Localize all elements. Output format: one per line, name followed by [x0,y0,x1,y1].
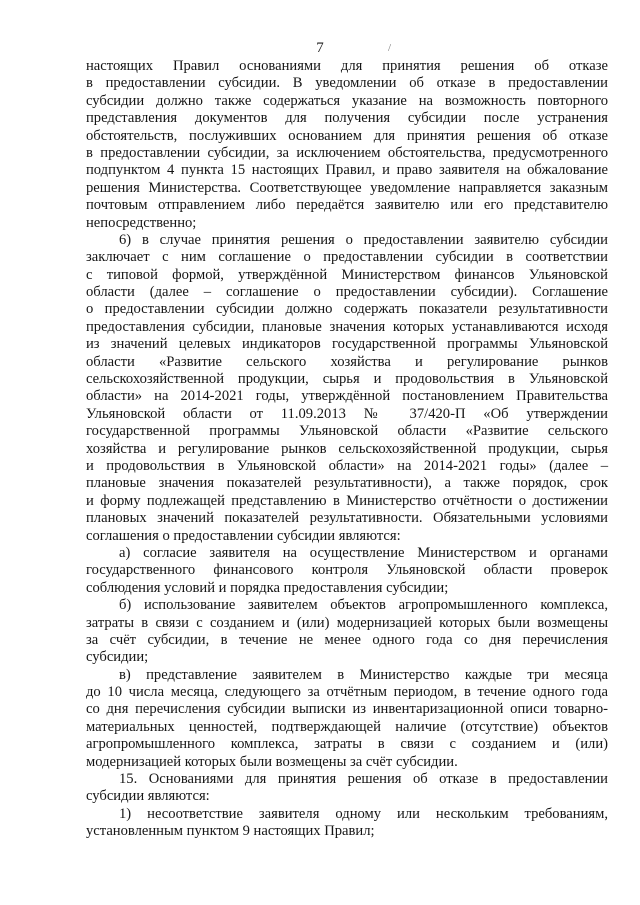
text-line: затраты в связи с созданием и (или) модернизацией которых были возмещены [86,614,608,631]
text-line: из значений целевых индикаторов государственной программы Ульяновской [86,336,608,353]
text-line: о предоставлении субсидии должно содержать показатели результативности [86,301,608,318]
text-line: в предоставлении субсидии. В уведомлении об отказе в предоставлении [86,75,608,92]
text-line: агропромышленного комплекса, затраты в связи с созданием и (или) [86,736,608,753]
text-line: 15. Основаниями для принятия решения об отказе в предоставлении [119,771,608,788]
text-line: соглашения о предоставлении субсидии являются: [86,527,401,544]
text-line: 1) несоответствие заявителя одному или нескольким требованиям, [119,805,608,822]
text-line: почтовым отправлением либо передаётся заявителю или его представителю [86,197,608,214]
text-line: представления документов для получения субсидии после устранения [86,110,608,127]
text-line: подпунктом 4 пункта 15 настоящих Правил, и право заявителя на обжалование [86,162,608,179]
text-line: области (далее – соглашение о предоставлении субсидии). Соглашение [86,284,608,301]
text-line: установленным пунктом 9 настоящих Правил; [86,823,375,840]
text-line: сельскохозяйственной продукции, сырья и продовольствия в Ульяновской [86,371,608,388]
text-line: Ульяновской области от 11.09.2013 № 37/420-П «Об утверждении [86,405,608,422]
text-line: предоставления субсидии, плановые значения которых устанавливаются исходя [86,318,608,335]
text-line: до 10 числа месяца, следующего за отчётным периодом, в течение одного года [86,684,608,701]
text-line: государственного финансового контроля Ульяновской области проверок [86,562,608,579]
text-line: 6) в случае принятия решения о предоставлении заявителю субсидии [119,231,608,248]
text-line: соблюдения условий и порядка предоставления субсидии; [86,579,449,596]
pen-mark: / [388,42,392,54]
text-line: и продовольствия в Ульяновской области» на 2014-2021 годы» (далее – [86,457,608,474]
text-line: со дня перечисления субсидии выписки из инвентаризационной описи товарно- [86,701,608,718]
text-line: хозяйства и регулирование рынков сельскохозяйственной продукции, сырья [86,440,608,457]
text-line: области» на 2014-2021 годы, утверждённой постановлением Правительства [86,388,608,405]
text-line: в предоставлении субсидии, за исключением обстоятельства, предусмотренного [86,144,608,161]
text-line: б) использование заявителем объектов агропромышленного комплекса, [119,597,608,614]
text-line: настоящих Правил основаниями для принятия решения об отказе [86,58,608,74]
text-line: обстоятельств, послуживших основанием для принятия решения об отказе [86,127,608,144]
text-line: решения Министерства. Соответствующее уведомление направляется заказным [86,179,608,196]
text-line: субсидии; [86,649,149,666]
text-line: непосредственно; [86,214,197,231]
text-line: в) представление заявителем в Министерство каждые три месяца [119,666,608,683]
text-line: субсидии должно также содержаться указание на возможность повторного [86,92,608,109]
text-line: с типовой формой, утверждённой Министерством финансов Ульяновской [86,266,608,283]
text-line: субсидии являются: [86,788,210,805]
text-line: плановых значений показателей результативности. Обязательными условиями [86,510,608,527]
text-line: а) согласие заявителя на осуществление Министерством и органами [119,544,608,561]
text-line: государственной программы Ульяновской области «Развитие сельского [86,423,608,440]
text-line: плановые значения показателей результативности), а также порядок, срок [86,475,608,492]
text-line: области «Развитие сельского хозяйства и регулирование рынков [86,353,608,370]
text-line: за счёт субсидии, в течение не менее одного года со дня перечисления [86,631,608,648]
text-line: заключает с ним соглашение о предоставлении субсидии в соответствии [86,249,608,266]
text-line: материальных ценностей, подтверждающей наличие (отсутствие) объектов [86,718,608,735]
page-number: 7 [316,40,324,56]
text-line: модернизацией которых были возмещены за счёт субсидии. [86,753,458,770]
text-line: и форму подлежащей представлению в Министерство отчётности о достижении [86,492,608,509]
document-body [86,58,608,841]
